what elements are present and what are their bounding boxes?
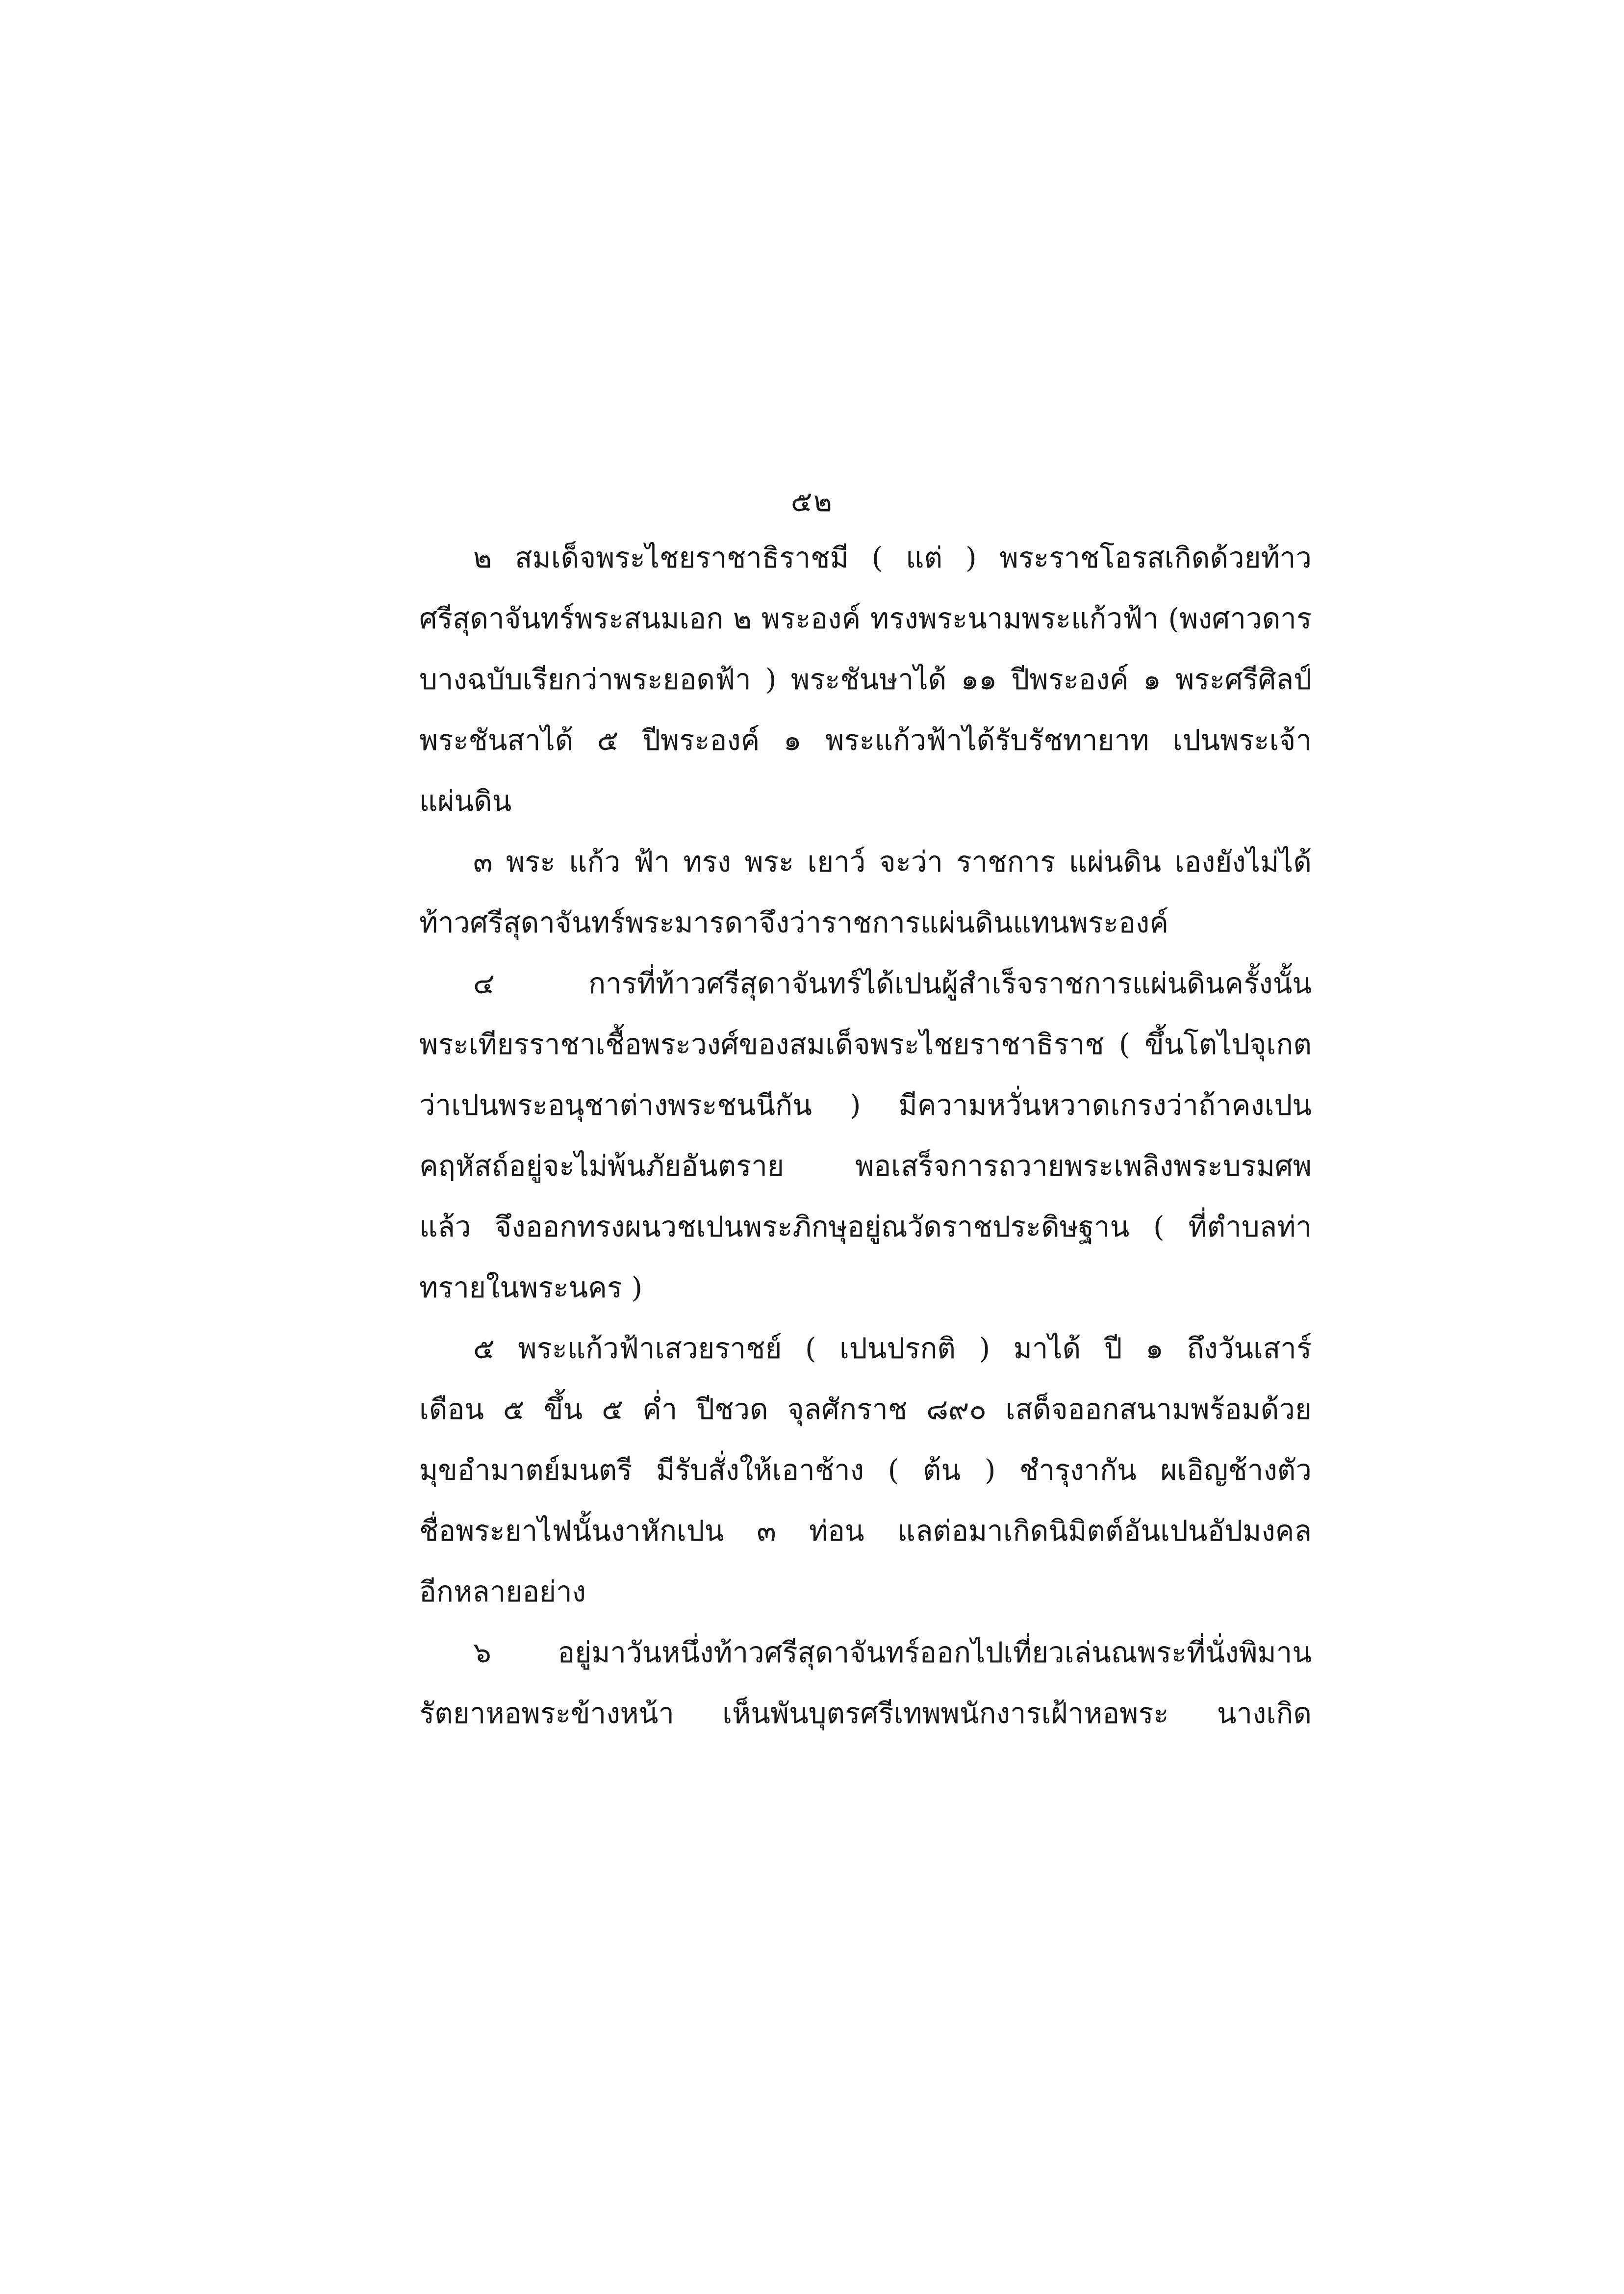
text-line: คฤหัสถ์อยู่จะไม่พ้นภัยอันตราย พอเสร็จการถวายพระเพลิงพระบรมศพ xyxy=(419,1149,1312,1183)
page-number: ๕๒ xyxy=(790,485,834,518)
text-line: ๖ อยู่มาวันหนึ่งท้าวศรีสุดาจันทร์ออกไปเที่ยวเล่นณพระที่นั่งพิมาน xyxy=(473,1636,1312,1669)
text-line: ๕ พระแก้วฟ้าเสวยราชย์ ( เปนปรกติ ) มาได้ ปี ๑ ถึงวันเสาร์ xyxy=(473,1332,1312,1365)
text-line: ท้าวศรีสุดาจันทร์พระมารดาจึงว่าราชการแผ่นดินแทนพระองค์ xyxy=(419,906,1169,939)
paragraph-3 xyxy=(419,831,1312,953)
text-line: รัตยาหอพระข้างหน้า เห็นพันบุตรศรีเทพพนักงารเฝ้าหอพระ นางเกิด xyxy=(419,1697,1312,1730)
paragraph-4 xyxy=(419,953,1312,1318)
text-line: พระเทียรราชาเชื้อพระวงศ์ของสมเด็จพระไชยราชาธิราช ( ขึ้นโตไปจุเกต xyxy=(419,1028,1312,1061)
text-line: อีกหลายอย่าง xyxy=(419,1575,586,1608)
text-line: ๒ สมเด็จพระไชยราชาธิราชมี ( แต่ ) พระราชโอรสเกิดด้วยท้าว xyxy=(473,541,1312,574)
text-line: ๔ การที่ท้าวศรีสุดาจันทร์ได้เปนผู้สำเร็จราชการแผ่นดินครั้งนั้น xyxy=(473,967,1312,1000)
text-line: ศรีสุดาจันทร์พระสนมเอก ๒ พระองค์ ทรงพระนามพระแก้วฟ้า (พงศาวดาร xyxy=(419,602,1312,635)
text-line: มุขอำมาตย์มนตรี มีรับสั่งให้เอาช้าง ( ต้น ) ชำรุงากัน ผเอิญช้างตัว xyxy=(419,1453,1312,1487)
text-line: ทรายในพระนคร ) xyxy=(419,1271,643,1304)
paragraph-5 xyxy=(419,1318,1312,1622)
text-line: พระชันสาได้ ๕ ปีพระองค์ ๑ พระแก้วฟ้าได้รับรัชทายาท เปนพระเจ้า xyxy=(419,723,1312,757)
text-line: บางฉบับเรียกว่าพระยอดฟ้า ) พระชันษาได้ ๑๑ ปีพระองค์ ๑ พระศรีศิลป์ xyxy=(419,663,1312,696)
paragraph-2 xyxy=(419,527,1312,831)
text-line: ว่าเปนพระอนุชาต่างพระชนนีกัน ) มีความหวั่นหวาดเกรงว่าถ้าคงเปน xyxy=(419,1088,1312,1122)
body-text xyxy=(419,527,1312,1744)
text-line: แล้ว จึงออกทรงผนวชเปนพระภิกษุอยู่ณวัดราชประดิษฐาน ( ที่ตำบลท่า xyxy=(419,1210,1312,1243)
text-line: ชื่อพระยาไฟนั้นงาหักเปน ๓ ท่อน แลต่อมาเกิดนิมิตต์อันเปนอัปมงคล xyxy=(419,1514,1312,1547)
text-line: เดือน ๕ ขึ้น ๕ ค่ำ ปีชวด จุลศักราช ๘๙๐ เสด็จออกสนามพร้อมด้วย xyxy=(419,1392,1312,1426)
paragraph-6 xyxy=(419,1622,1312,1744)
text-line: ๓ พระ แก้ว ฟ้า ทรง พระ เยาว์ จะว่า ราชการ แผ่นดิน เองยังไม่ได้ xyxy=(473,845,1312,878)
text-line: แผ่นดิน xyxy=(419,784,512,818)
